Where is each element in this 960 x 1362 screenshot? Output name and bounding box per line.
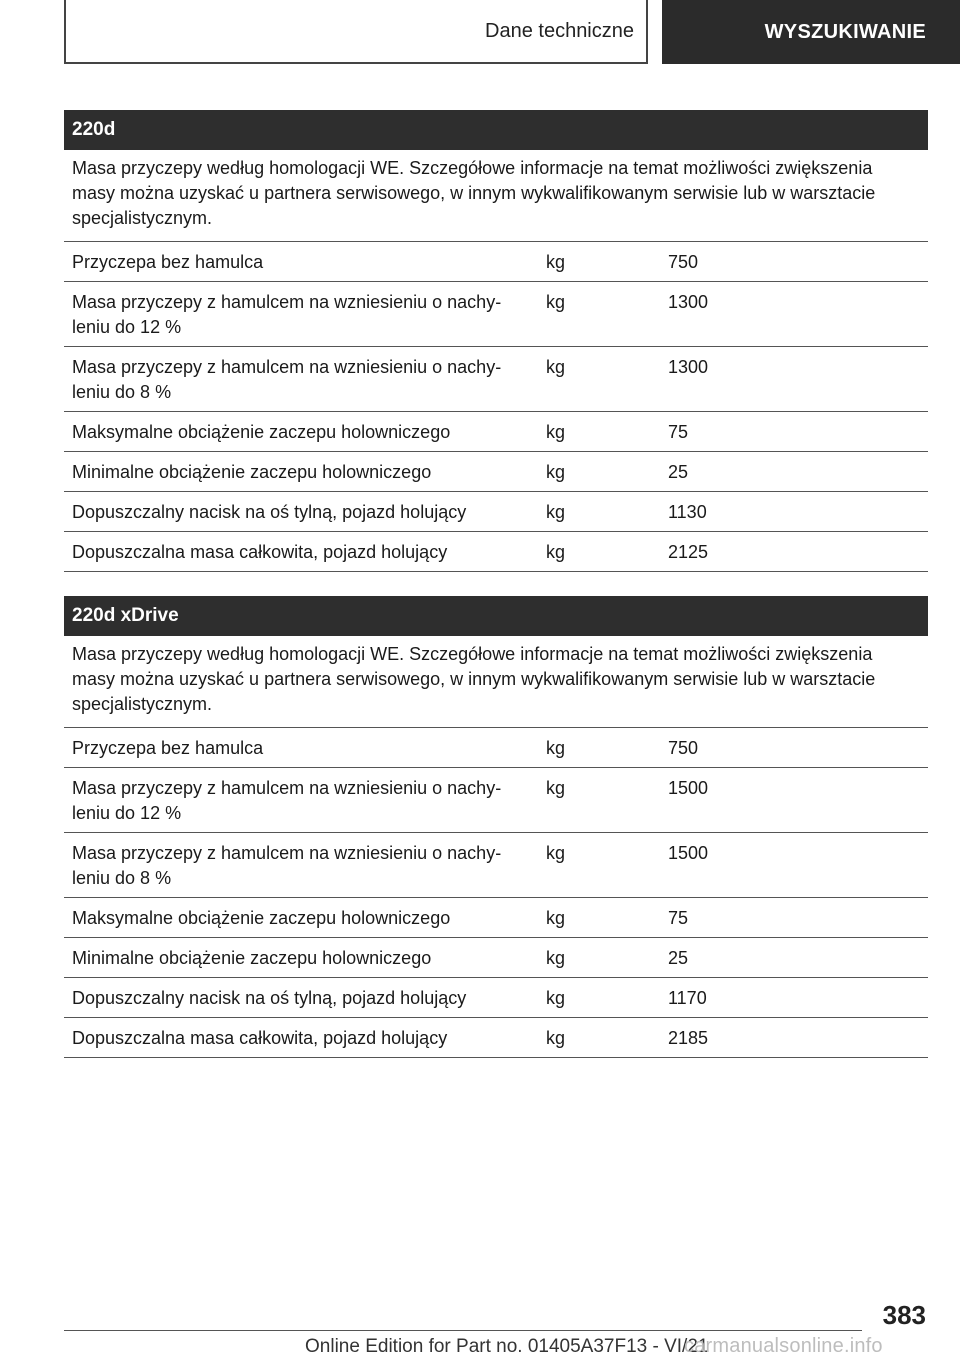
table-row bbox=[64, 898, 928, 938]
row-label: Dopuszczalna masa całkowita, pojazd holujący bbox=[72, 542, 448, 562]
row-unit: kg bbox=[546, 908, 566, 928]
table-row bbox=[64, 532, 928, 572]
spec-section-220d-xdrive bbox=[64, 596, 928, 1058]
table-row bbox=[64, 1018, 928, 1058]
row-label: Dopuszczalny nacisk na oś tylną, pojazd holujący bbox=[72, 502, 467, 522]
table-row bbox=[64, 938, 928, 978]
spec-section-220d bbox=[64, 110, 928, 572]
row-value: 2125 bbox=[668, 542, 709, 562]
watermark: carmanualsonline.info bbox=[684, 1335, 883, 1357]
row-unit: kg bbox=[546, 988, 566, 1008]
row-unit: kg bbox=[546, 462, 566, 482]
row-unit: kg bbox=[546, 502, 566, 522]
table-row bbox=[64, 242, 928, 282]
table-row bbox=[64, 282, 928, 347]
table-row bbox=[64, 978, 928, 1018]
row-label: Masa przyczepy z hamulcem na wzniesieniu o nachy‐leniu do 8 % bbox=[72, 357, 502, 402]
row-label: Masa przyczepy z hamulcem na wzniesieniu o nachy‐leniu do 8 % bbox=[72, 843, 502, 888]
row-unit: kg bbox=[546, 252, 566, 272]
row-label: Przyczepa bez hamulca bbox=[72, 252, 264, 272]
row-unit: kg bbox=[546, 738, 566, 758]
row-label: Dopuszczalny nacisk na oś tylną, pojazd holujący bbox=[72, 988, 467, 1008]
row-label: Dopuszczalna masa całkowita, pojazd holujący bbox=[72, 1028, 448, 1048]
table-row bbox=[64, 452, 928, 492]
row-label: Minimalne obciążenie zaczepu holowniczego bbox=[72, 462, 432, 482]
row-value: 75 bbox=[668, 908, 689, 928]
row-unit: kg bbox=[546, 778, 566, 798]
row-value: 1130 bbox=[668, 502, 707, 522]
row-value: 1300 bbox=[668, 292, 709, 312]
page-number: 383 bbox=[882, 1300, 926, 1330]
row-value: 1500 bbox=[668, 778, 709, 798]
row-unit: kg bbox=[546, 843, 566, 863]
search-label: WYSZUKIWANIE bbox=[764, 20, 926, 43]
row-label: Masa przyczepy z hamulcem na wzniesieniu o nachy‐leniu do 12 % bbox=[72, 292, 502, 337]
row-value: 75 bbox=[668, 422, 689, 442]
section-intro: Masa przyczepy według homologacji WE. Szczegółowe informacje na temat możliwości zwiększenia masy można uzyskać u partnera serwisowego, w innym wykwalifikowanym serwisie lub w warsztacie specjalistycznym. bbox=[64, 150, 928, 242]
footer-edition: Online Edition for Part no. 01405A37F13 - VI/21 bbox=[305, 1336, 709, 1357]
row-label: Masa przyczepy z hamulcem na wzniesieniu o nachy‐leniu do 12 % bbox=[72, 778, 502, 823]
header-section-label bbox=[64, 0, 648, 64]
row-value: 1300 bbox=[668, 357, 709, 377]
row-value: 750 bbox=[668, 738, 699, 758]
table-row bbox=[64, 768, 928, 833]
row-value: 25 bbox=[668, 462, 689, 482]
table-row bbox=[64, 728, 928, 768]
table-row bbox=[64, 347, 928, 412]
row-label: Maksymalne obciążenie zaczepu holowniczego bbox=[72, 908, 451, 928]
row-value: 2185 bbox=[668, 1028, 709, 1048]
row-value: 750 bbox=[668, 252, 699, 272]
table-row bbox=[64, 412, 928, 452]
row-label: Przyczepa bez hamulca bbox=[72, 738, 264, 758]
row-unit: kg bbox=[546, 292, 566, 312]
row-unit: kg bbox=[546, 1028, 566, 1048]
footer-divider bbox=[64, 1330, 862, 1331]
row-unit: kg bbox=[546, 422, 566, 442]
row-unit: kg bbox=[546, 948, 566, 968]
row-value: 1170 bbox=[668, 988, 707, 1008]
row-unit: kg bbox=[546, 542, 566, 562]
row-unit: kg bbox=[546, 357, 566, 377]
search-button[interactable] bbox=[662, 0, 960, 64]
section-label-text: Dane techniczne bbox=[485, 19, 634, 42]
row-label: Maksymalne obciążenie zaczepu holowniczego bbox=[72, 422, 451, 442]
section-title: 220d xDrive bbox=[64, 596, 928, 636]
row-label: Minimalne obciążenie zaczepu holowniczego bbox=[72, 948, 432, 968]
row-value: 1500 bbox=[668, 843, 709, 863]
table-row bbox=[64, 833, 928, 898]
row-value: 25 bbox=[668, 948, 689, 968]
section-title: 220d bbox=[64, 110, 928, 150]
table-row bbox=[64, 492, 928, 532]
section-intro: Masa przyczepy według homologacji WE. Szczegółowe informacje na temat możliwości zwiększenia masy można uzyskać u partnera serwisowego, w innym wykwalifikowanym serwisie lub w warsztacie specjalistycznym. bbox=[64, 636, 928, 728]
